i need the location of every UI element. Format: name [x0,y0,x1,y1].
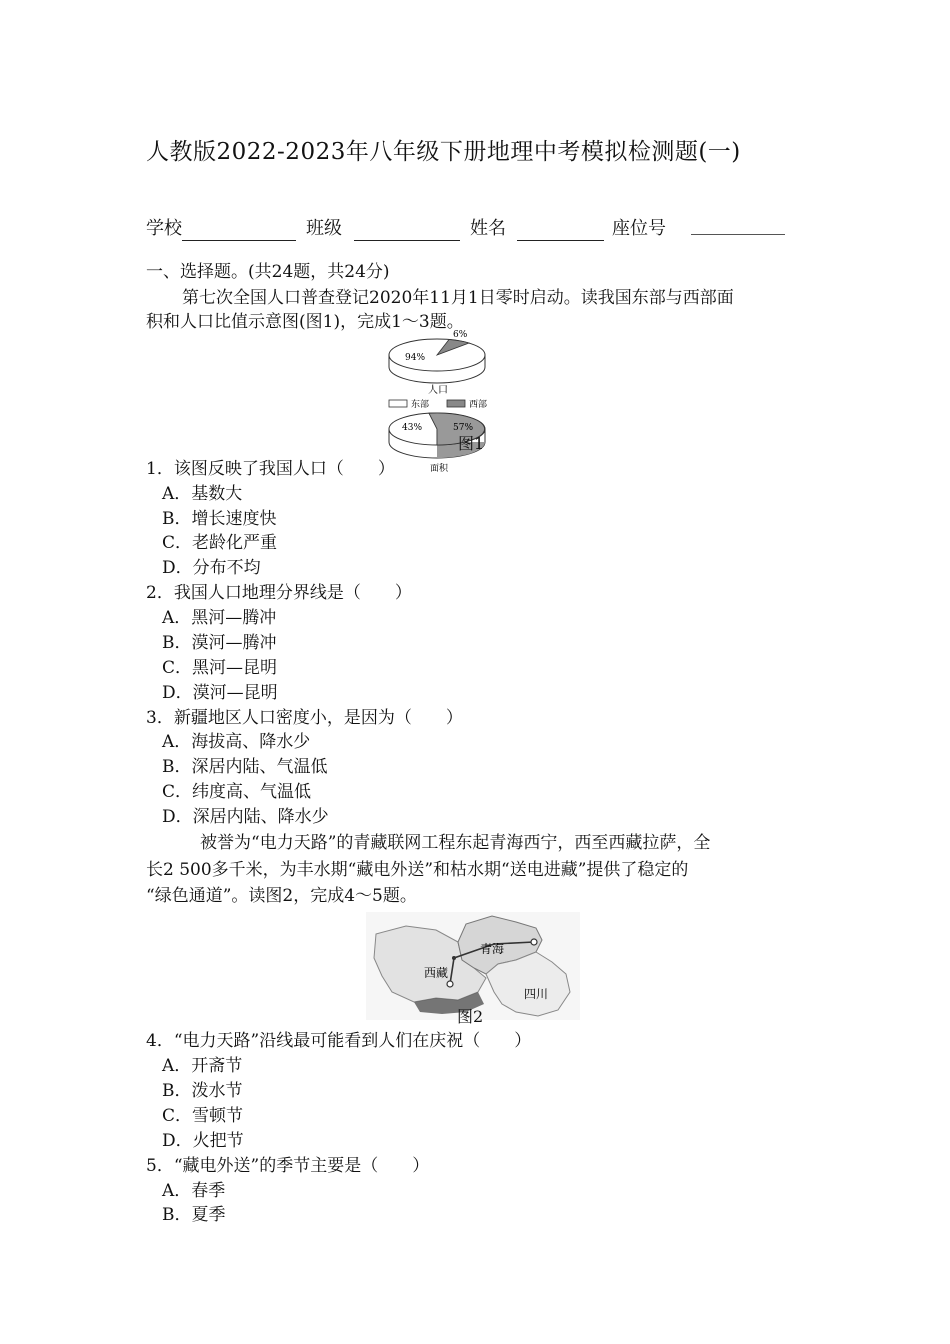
population-pie [389,330,485,396]
q2-stem: 2．我国人口地理分界线是（ ） [146,583,412,603]
section-heading: 一、选择题。(共24题，共24分) [146,262,390,282]
q2-option-a[interactable]: A．黑河—腾冲 [162,608,277,628]
q4-option-c[interactable]: C．雪顿节 [162,1106,244,1126]
q4-option-d[interactable]: D．火把节 [162,1131,244,1151]
pop-west-value: 6% [453,330,468,340]
legend-west-label: 西部 [469,400,488,410]
legend [389,398,487,410]
q1-option-c[interactable]: C．老龄化严重 [162,533,278,553]
intro-line-2: 积和人口比值示意图(图1)，完成1～3题。 [146,312,464,332]
q1-option-a[interactable]: A．基数大 [162,484,243,504]
area-east-value: 43% [402,423,423,433]
q2-option-c[interactable]: C．黑河—昆明 [162,658,278,678]
page-title: 人教版2022-2023年八年级下册地理中考模拟检测题(一) [146,139,741,165]
sichuan-label: 四川 [524,987,549,1001]
xizang-label: 西藏 [424,966,449,980]
pop-label: 人口 [428,385,448,396]
seat-field[interactable] [691,234,785,235]
q1-option-d[interactable]: D．分布不均 [162,558,261,578]
q3-option-a[interactable]: A．海拔高、降水少 [162,732,311,752]
legend-west-swatch [447,400,465,407]
q3-option-d[interactable]: D．深居内陆、降水少 [162,807,329,827]
seat-label: 座位号 [612,218,666,239]
school-label: 学校 [146,218,182,239]
figure2-caption: 图2 [457,1007,484,1026]
q2-option-d[interactable]: D．漠河—昆明 [162,683,278,703]
lhasa-point [447,981,453,987]
q5-option-b[interactable]: B．夏季 [162,1205,226,1225]
q3-option-b[interactable]: B．深居内陆、气温低 [162,757,328,777]
school-field[interactable] [182,240,296,241]
q4-stem: 4．“电力天路”沿线最可能看到人们在庆祝（ ） [146,1031,532,1051]
q1-option-b[interactable]: B．增长速度快 [162,509,277,529]
q1-stem: 1．该图反映了我国人口（ ） [146,459,395,479]
q5-option-a[interactable]: A．春季 [162,1181,226,1201]
passage2-line-3: “绿色通道”。读图2，完成4～5题。 [146,886,417,906]
area-label: 面积 [430,464,449,474]
q5-stem: 5．“藏电外送”的季节主要是（ ） [146,1156,430,1176]
passage2-line-2: 长2 500多千米，为丰水期“藏电外送”和枯水期“送电进藏”提供了稳定的 [146,860,689,880]
q4-option-a[interactable]: A．开斋节 [162,1056,243,1076]
legend-east-swatch [389,400,407,407]
legend-east-label: 东部 [411,400,430,410]
pop-east-value: 94% [405,353,426,363]
q2-option-b[interactable]: B．漠河—腾冲 [162,633,277,653]
name-label: 姓名 [470,218,506,239]
intro-line-1: 第七次全国人口普查登记2020年11月1日零时启动。读我国东部与西部面 [182,288,734,308]
name-field[interactable] [517,240,604,241]
q3-stem: 3．新疆地区人口密度小，是因为（ ） [146,708,463,728]
qinghai-label: 青海 [480,942,505,956]
xining-point [531,939,537,945]
q4-option-b[interactable]: B．泼水节 [162,1081,243,1101]
figure1-pie-charts [383,326,503,474]
q3-option-c[interactable]: C．纬度高、气温低 [162,782,312,802]
class-field[interactable] [354,240,460,241]
passage2-line-1: 被誉为“电力天路”的青藏联网工程东起青海西宁，西至西藏拉萨，全 [200,833,711,853]
area-west-value: 57% [453,423,474,433]
class-label: 班级 [306,218,342,239]
figure1-caption: 图1 [458,434,485,453]
